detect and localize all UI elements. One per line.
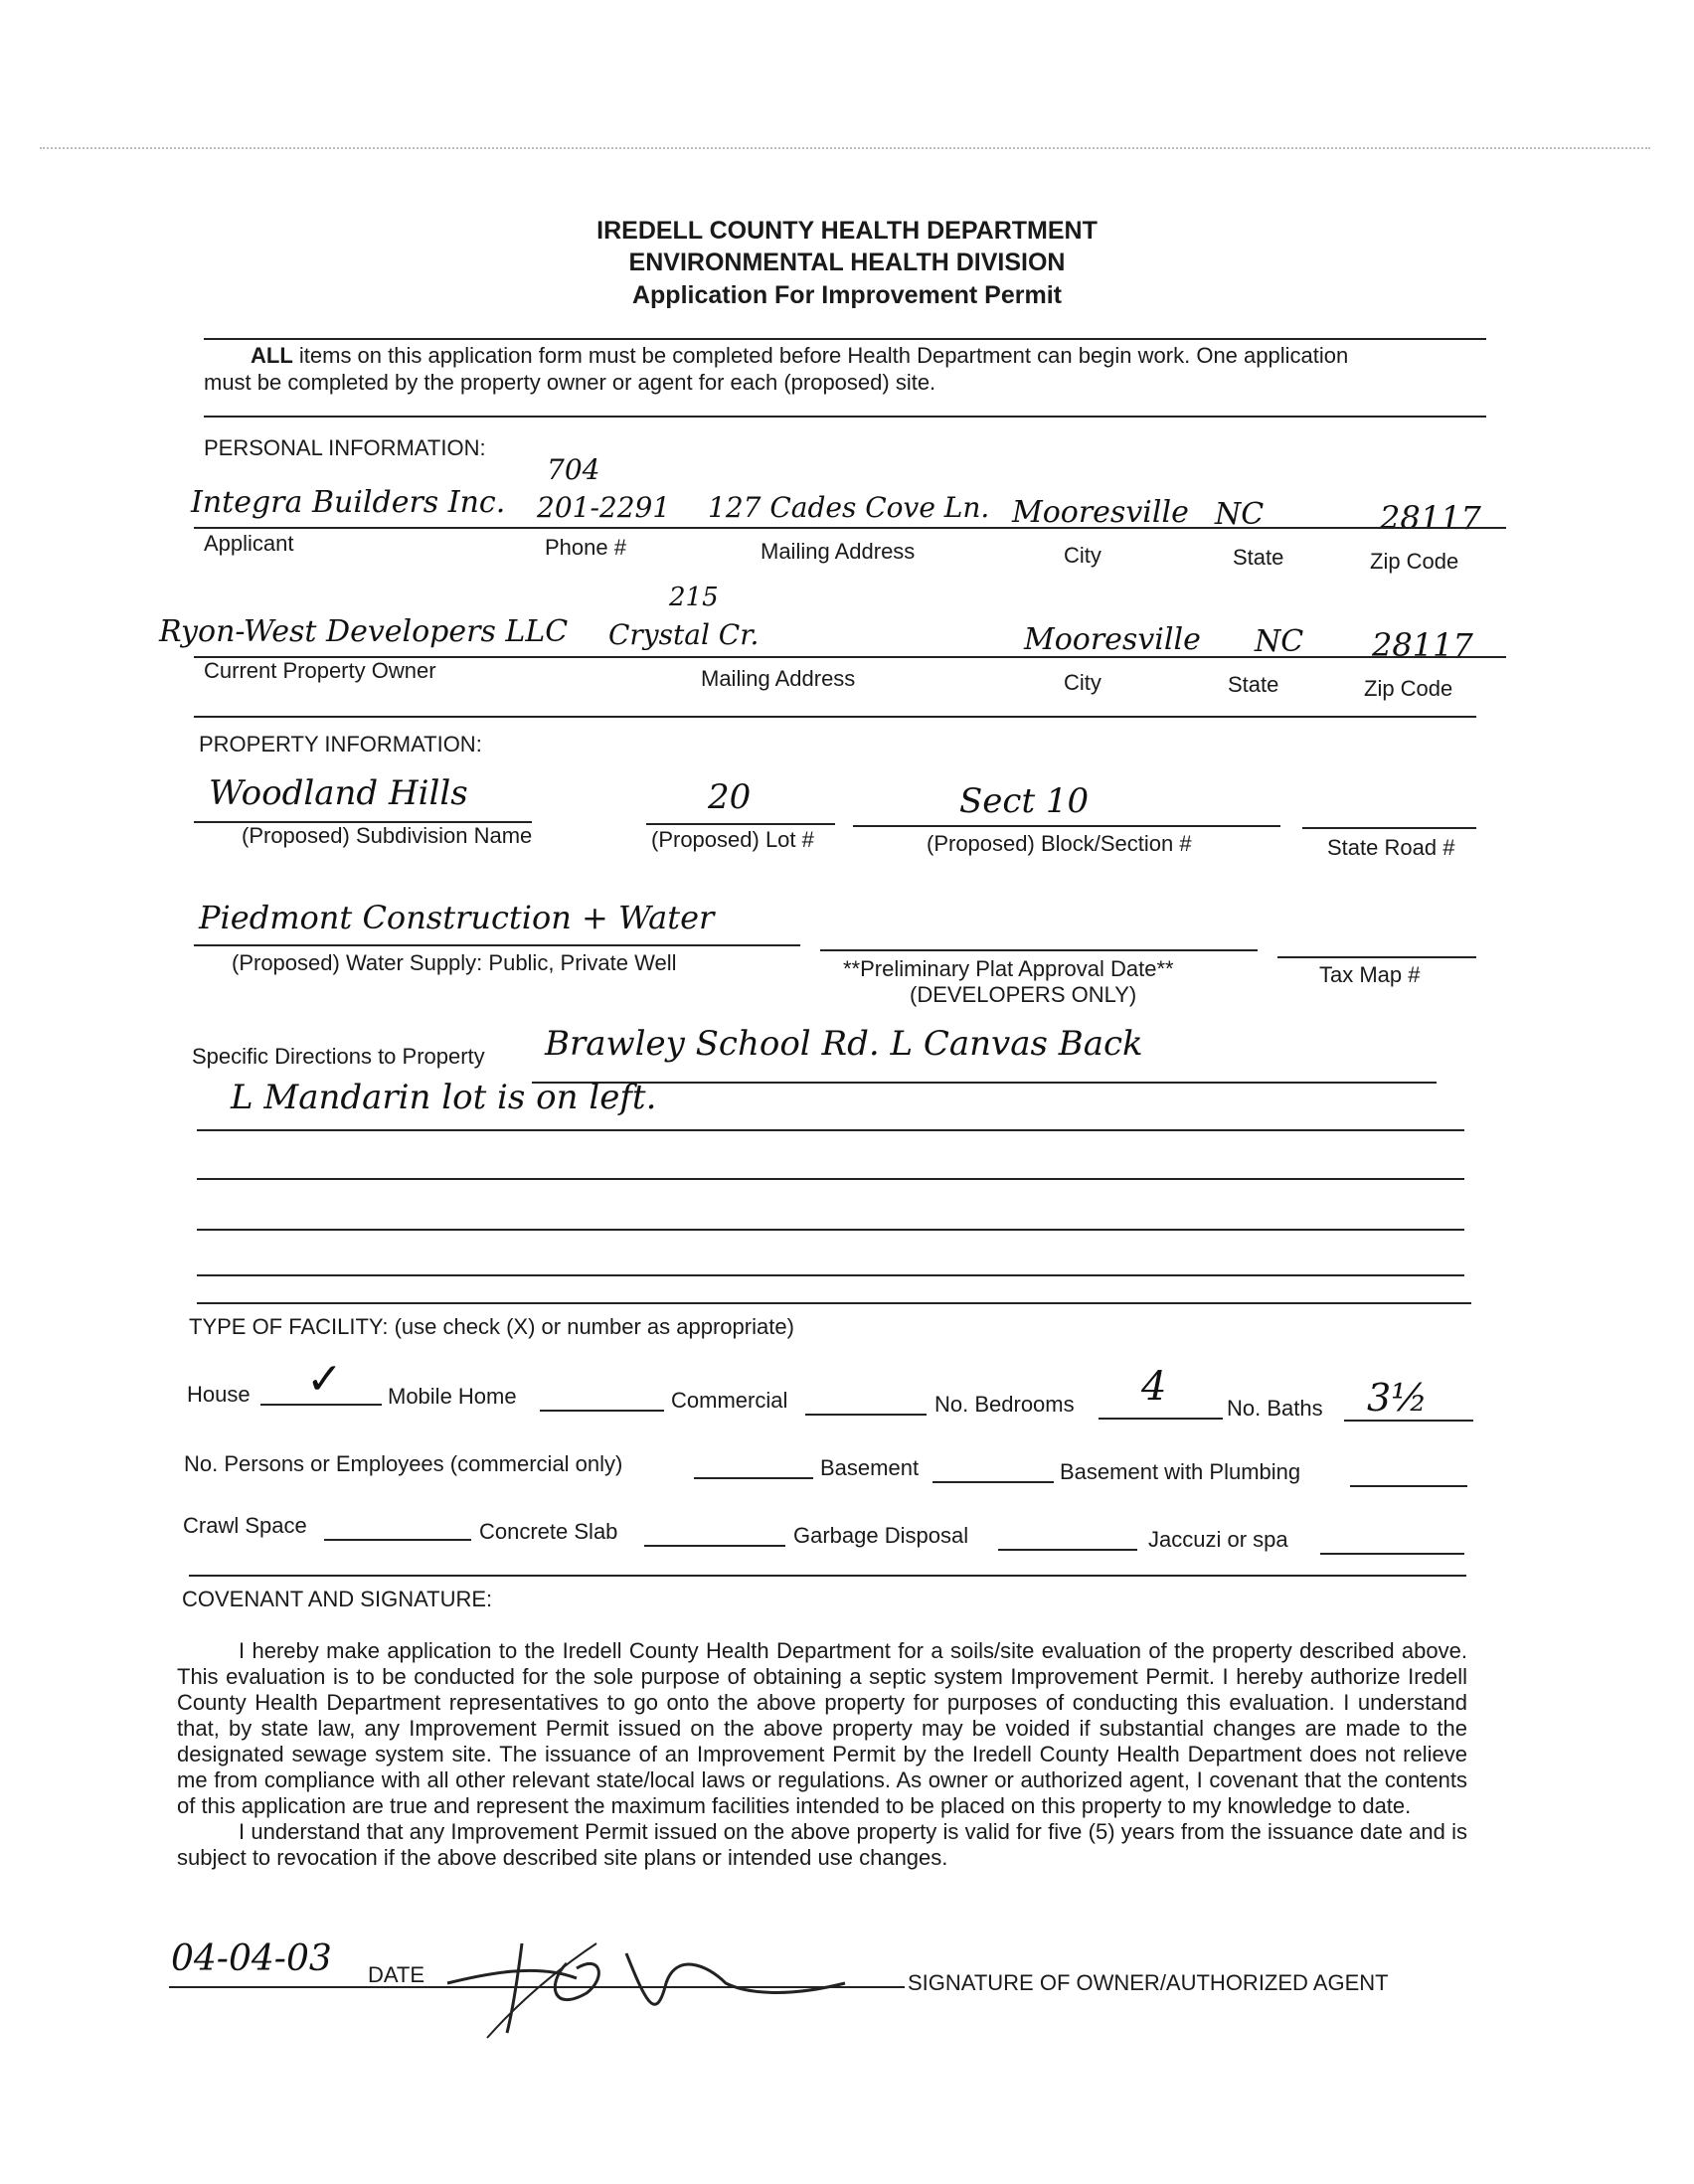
applicant-phone[interactable]: 201-2291 bbox=[537, 491, 671, 524]
jaccuzi-label: Jaccuzi or spa bbox=[1148, 1527, 1288, 1552]
directions-line bbox=[197, 1129, 1464, 1131]
covenant-text bbox=[177, 1638, 1467, 1871]
mobile-label: Mobile Home bbox=[388, 1384, 517, 1409]
owner-name[interactable]: Ryon-West Developers LLC bbox=[159, 614, 569, 649]
divider bbox=[204, 338, 1486, 340]
taxmap-label: Tax Map # bbox=[1319, 962, 1421, 987]
jaccuzi-field[interactable] bbox=[1320, 1553, 1464, 1555]
owner-state[interactable]: NC bbox=[1255, 624, 1304, 659]
road-line bbox=[1302, 827, 1476, 829]
applicant-phone-prefix: 704 bbox=[547, 453, 600, 486]
owner-city-label: City bbox=[1064, 670, 1101, 695]
date-value[interactable]: 04-04-03 bbox=[171, 1938, 332, 1979]
owner-zip[interactable]: 28117 bbox=[1372, 626, 1473, 664]
mobile-field[interactable] bbox=[540, 1410, 664, 1412]
owner-mailing-label: Mailing Address bbox=[701, 666, 856, 691]
baths-field[interactable] bbox=[1344, 1420, 1473, 1422]
city-label: City bbox=[1064, 543, 1101, 568]
applicant-name[interactable]: Integra Builders Inc. bbox=[191, 485, 506, 520]
validity-paragraph: I understand that any Improvement Permit issued on the above property is valid for five (5) years from the issuance date and is subject to revocation if the above described site plans or intended use changes. bbox=[177, 1819, 1467, 1870]
divider bbox=[197, 1302, 1471, 1304]
directions-line bbox=[197, 1229, 1464, 1231]
garbage-label: Garbage Disposal bbox=[793, 1523, 969, 1548]
date-line bbox=[169, 1986, 429, 1988]
crawl-label: Crawl Space bbox=[183, 1513, 307, 1538]
applicant-zip[interactable]: 28117 bbox=[1380, 499, 1481, 537]
date-label: DATE bbox=[368, 1962, 425, 1987]
mailing-label: Mailing Address bbox=[761, 539, 916, 564]
block-label: (Proposed) Block/Section # bbox=[927, 831, 1192, 856]
developers-label: (DEVELOPERS ONLY) bbox=[910, 982, 1137, 1007]
directions-line bbox=[197, 1178, 1464, 1180]
lot-line bbox=[646, 823, 835, 825]
owner-zip-label: Zip Code bbox=[1364, 676, 1453, 701]
baths-label: No. Baths bbox=[1227, 1396, 1323, 1421]
directions-label: Specific Directions to Property bbox=[192, 1044, 485, 1069]
lot-label: (Proposed) Lot # bbox=[651, 827, 814, 852]
crawl-field[interactable] bbox=[324, 1539, 471, 1541]
department-title: IREDELL COUNTY HEALTH DEPARTMENT bbox=[596, 217, 1098, 245]
signature-label: SIGNATURE OF OWNER/AUTHORIZED AGENT bbox=[908, 1970, 1389, 1995]
owner-city[interactable]: Mooresville bbox=[1024, 622, 1201, 657]
divider bbox=[189, 1575, 1466, 1577]
zip-label: Zip Code bbox=[1370, 549, 1459, 574]
divider bbox=[194, 716, 1476, 718]
block-line bbox=[853, 825, 1280, 827]
basement-plumbing-field[interactable] bbox=[1350, 1485, 1467, 1487]
baths-value[interactable]: 3½ bbox=[1367, 1376, 1429, 1420]
taxmap-line bbox=[1277, 956, 1476, 958]
bedrooms-value[interactable]: 4 bbox=[1141, 1364, 1167, 1410]
basement-label: Basement bbox=[820, 1455, 920, 1480]
plat-label: **Preliminary Plat Approval Date** bbox=[843, 956, 1174, 981]
form-title: Application For Improvement Permit bbox=[631, 281, 1062, 309]
subdivision-label: (Proposed) Subdivision Name bbox=[242, 823, 533, 848]
property-heading: PROPERTY INFORMATION: bbox=[199, 732, 482, 756]
slab-label: Concrete Slab bbox=[479, 1519, 618, 1544]
divider bbox=[204, 416, 1486, 418]
water-label: (Proposed) Water Supply: Public, Private Well bbox=[232, 950, 677, 975]
personal-heading: PERSONAL INFORMATION: bbox=[204, 435, 486, 460]
phone-label: Phone # bbox=[545, 535, 626, 560]
house-label: House bbox=[187, 1382, 251, 1407]
notice-line1: ALL items on this application form must be completed before Health Department can begin work. One application bbox=[251, 343, 1349, 368]
state-label: State bbox=[1233, 545, 1284, 570]
directions-line1[interactable]: Brawley School Rd. L Canvas Back bbox=[545, 1024, 1143, 1064]
applicant-line bbox=[194, 527, 1506, 529]
applicant-state[interactable]: NC bbox=[1215, 497, 1265, 532]
block-section[interactable]: Sect 10 bbox=[959, 781, 1090, 821]
covenant-heading: COVENANT AND SIGNATURE: bbox=[182, 1587, 493, 1611]
garbage-field[interactable] bbox=[998, 1549, 1137, 1551]
commercial-field[interactable] bbox=[805, 1414, 927, 1416]
commercial-label: Commercial bbox=[671, 1388, 788, 1413]
division-title: ENVIRONMENTAL HEALTH DIVISION bbox=[628, 249, 1066, 276]
bedrooms-label: No. Bedrooms bbox=[934, 1392, 1075, 1417]
bedrooms-field[interactable] bbox=[1099, 1418, 1223, 1420]
basement-field[interactable] bbox=[932, 1481, 1054, 1483]
signature-scribble bbox=[427, 1924, 905, 2043]
directions-line bbox=[197, 1274, 1464, 1276]
covenant-paragraph: I hereby make application to the Iredell County Health Department for a soils/site evaluation of the property described above. This evaluation is to be conducted for the sole purpose of obtaining a septic system Improvement Permit. I hereby authorize Iredell County Health Department representatives to go onto the above property for purposes of conducting this evaluation. I understand that, by state law, any Improvement Permit issued on the above property may be voided if substantial changes are made to the designated sewage system site. The issuance of an Improvement Permit by the Iredell County Health Department does not relieve me from compliance with all other relevant state/local laws or regulations. As owner or authorized agent, I covenant that the contents of this application are true and represent the maximum facilities intended to be placed on this property to my knowledge to date. bbox=[177, 1638, 1467, 1818]
directions-line2[interactable]: L Mandarin lot is on left. bbox=[231, 1078, 657, 1117]
applicant-city[interactable]: Mooresville bbox=[1012, 495, 1189, 530]
owner-state-label: State bbox=[1228, 672, 1279, 697]
water-supply[interactable]: Piedmont Construction + Water bbox=[199, 899, 715, 936]
scan-artifact-line bbox=[40, 147, 1650, 149]
persons-field[interactable] bbox=[694, 1477, 813, 1479]
subdivision-name[interactable]: Woodland Hills bbox=[209, 773, 468, 813]
plat-line bbox=[820, 949, 1258, 951]
directions-line bbox=[532, 1082, 1437, 1084]
owner-address-number: 215 bbox=[669, 583, 719, 612]
water-line bbox=[194, 944, 800, 946]
facility-heading: TYPE OF FACILITY: (use check (X) or number as appropriate) bbox=[189, 1314, 794, 1339]
applicant-address[interactable]: 127 Cades Cove Ln. bbox=[708, 491, 990, 524]
owner-address[interactable]: Crystal Cr. bbox=[608, 618, 760, 651]
persons-label: No. Persons or Employees (commercial only) bbox=[184, 1451, 623, 1476]
lot-number[interactable]: 20 bbox=[708, 777, 752, 817]
basement-plumbing-label: Basement with Plumbing bbox=[1060, 1459, 1301, 1484]
house-checkmark: ✓ bbox=[306, 1354, 343, 1405]
notice-line2: must be completed by the property owner or agent for each (proposed) site. bbox=[204, 370, 936, 395]
road-label: State Road # bbox=[1327, 835, 1455, 860]
applicant-label: Applicant bbox=[204, 531, 294, 556]
slab-field[interactable] bbox=[644, 1545, 785, 1547]
owner-label: Current Property Owner bbox=[204, 658, 436, 683]
